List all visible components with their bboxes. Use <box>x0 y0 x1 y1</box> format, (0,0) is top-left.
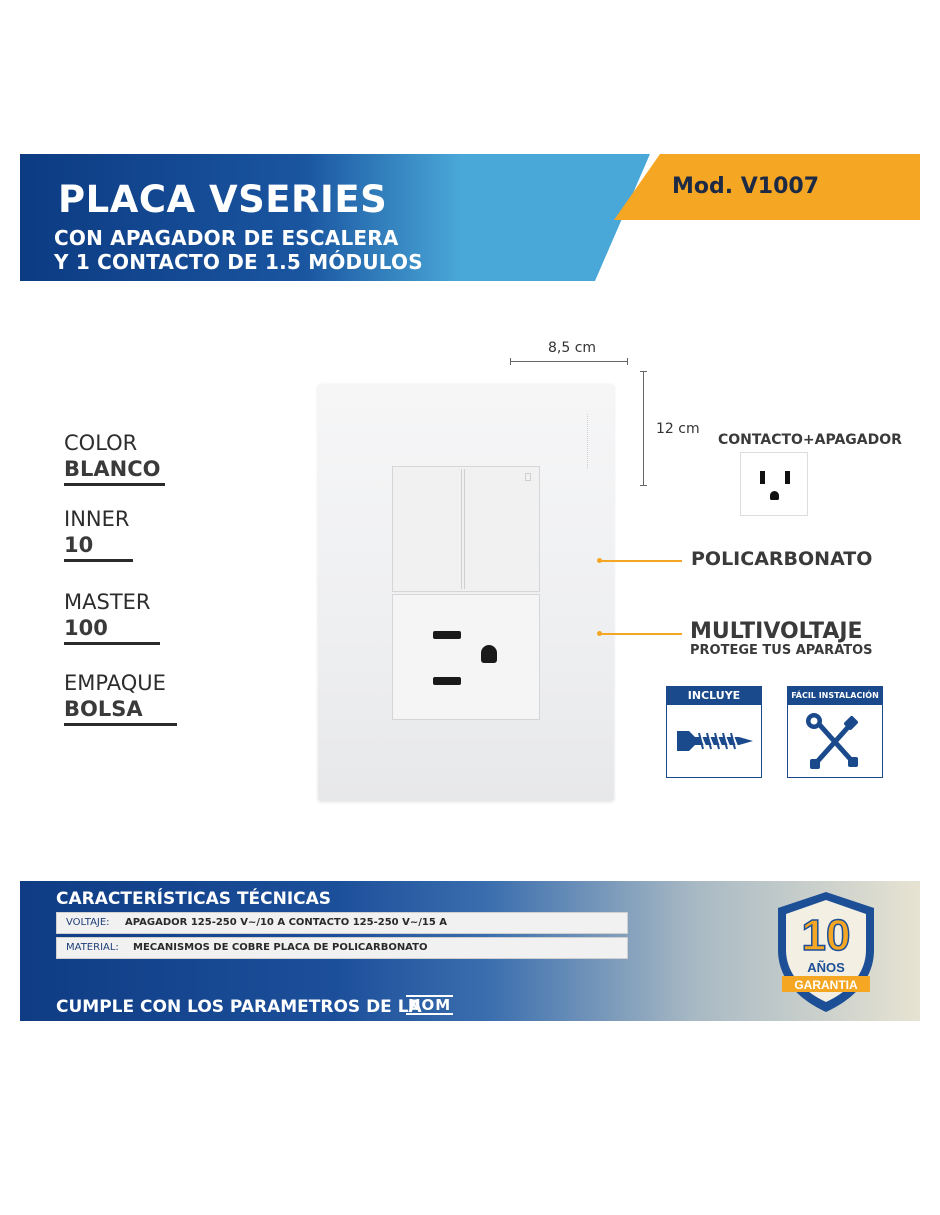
tech-row-value: APAGADOR 125-250 V~/10 A CONTACTO 125-250 V~/15 A <box>125 917 448 928</box>
mini-ground <box>770 491 779 500</box>
outlet-slot <box>433 677 461 685</box>
tech-row-key: MATERIAL: <box>66 942 119 953</box>
dimension-height: 12 cm <box>656 421 700 437</box>
plate-detail <box>587 414 590 469</box>
voltage-subtitle: PROTEGE TUS APARATOS <box>690 643 873 658</box>
spec-underline <box>64 642 160 645</box>
page-title: PLACA VSERIES <box>58 178 388 221</box>
power-outlet <box>392 594 540 720</box>
nom-logo: NOM <box>408 996 452 1014</box>
compliance-text: CUMPLE CON LOS PARAMETROS DE LA <box>56 997 422 1017</box>
dimension-width-line <box>510 361 628 362</box>
subtitle-line-1: CON APAGADOR DE ESCALERA <box>54 226 399 250</box>
model-number: Mod. V1007 <box>672 174 820 199</box>
badge-label: INCLUYE <box>667 687 761 705</box>
tech-row-voltage <box>56 912 628 934</box>
spec-empaque <box>64 671 177 726</box>
switch-divider <box>461 469 465 589</box>
spec-underline <box>64 559 133 562</box>
dimension-width: 8,5 cm <box>548 340 597 356</box>
tech-row-material <box>56 937 628 959</box>
spec-inner <box>64 507 133 562</box>
spec-master <box>64 590 160 645</box>
warranty-number: 10 <box>801 911 851 960</box>
tech-row-key: VOLTAJE: <box>66 917 110 928</box>
spec-label: COLOR <box>64 431 138 455</box>
subtitle-line-2: Y 1 CONTACTO DE 1.5 MÓDULOS <box>54 250 423 274</box>
voltage-callout: MULTIVOLTAJE <box>690 619 863 644</box>
screw-icon <box>667 705 760 777</box>
leader-line <box>600 560 682 562</box>
warranty-shield-icon <box>766 888 886 1016</box>
dimension-height-line <box>643 371 644 486</box>
warranty-label: GARANTIA <box>794 978 858 992</box>
leader-line <box>600 633 682 635</box>
header-banner <box>20 154 920 281</box>
product-plate-image <box>318 384 614 801</box>
switch-indicator <box>525 473 531 481</box>
warranty-unit: AÑOS <box>807 960 845 975</box>
outlet-ground <box>481 645 497 663</box>
stair-switch <box>392 466 540 592</box>
spec-color <box>64 431 165 486</box>
spec-underline <box>64 723 177 726</box>
technical-title: CARACTERÍSTICAS TÉCNICAS <box>56 889 332 909</box>
mini-slot <box>785 471 790 484</box>
badge-includes <box>666 686 762 778</box>
outlet-slot <box>433 631 461 639</box>
spec-underline <box>64 483 165 486</box>
spec-value: 10 <box>64 533 94 557</box>
badge-label: FÁCIL INSTALACIÓN <box>788 687 882 705</box>
spec-label: MASTER <box>64 590 151 614</box>
spec-label: INNER <box>64 507 130 531</box>
badge-easy-install <box>787 686 883 778</box>
mini-slot <box>760 471 765 484</box>
outlet-icon <box>740 452 808 516</box>
spec-value: 100 <box>64 616 108 640</box>
spec-label: EMPAQUE <box>64 671 166 695</box>
spec-value: BLANCO <box>64 457 161 481</box>
material-callout: POLICARBONATO <box>691 548 873 570</box>
type-label: CONTACTO+APAGADOR <box>718 432 902 448</box>
tools-icon <box>788 705 881 777</box>
tech-row-value: MECANISMOS DE COBRE PLACA DE POLICARBONATO <box>133 942 428 953</box>
spec-value: BOLSA <box>64 697 143 721</box>
